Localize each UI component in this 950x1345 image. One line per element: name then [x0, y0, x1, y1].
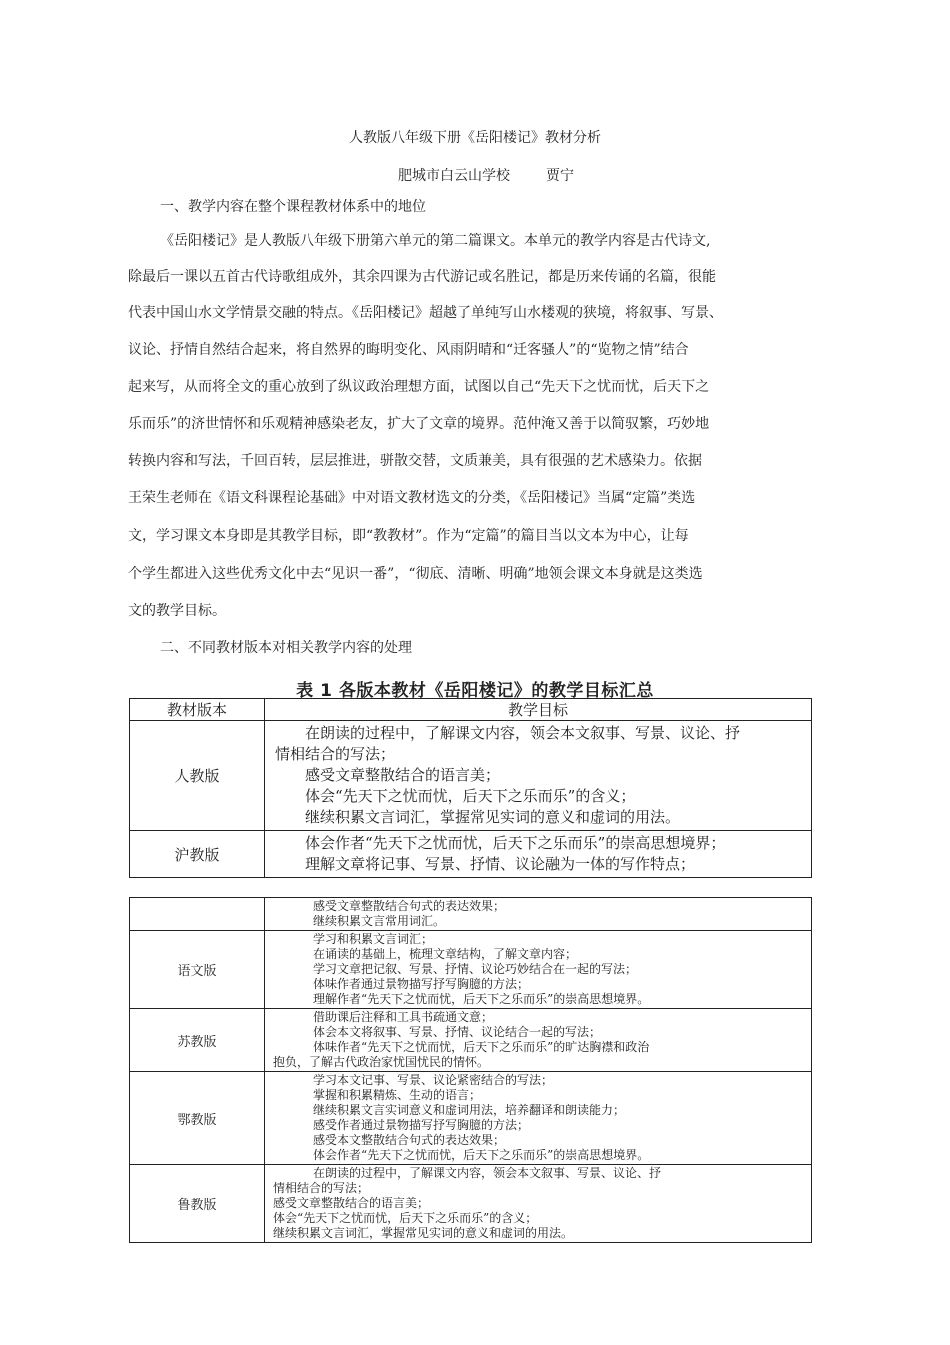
paragraph-line: 《岳阳楼记》是人教版八年级下册第六单元的第二篇课文。本单元的教学内容是古代诗文, [160, 233, 711, 249]
goal-line: 在诵读的基础上，梳理文章结构，了解文章内容； [313, 947, 578, 961]
goal-line: 感受作者通过景物描写抒写胸臆的方法； [313, 1118, 530, 1132]
table-row [130, 898, 812, 931]
goals-cell [265, 1009, 812, 1072]
table-header-row [130, 699, 812, 721]
goal-line: 抱负，了解古代政治家忧国忧民的情怀。 [273, 1055, 490, 1069]
goal-line: 掌握和积累精炼、生动的语言； [313, 1088, 482, 1102]
goal-line: 学习文章把记叙、写景、抒情、议论巧妙结合在一起的写法； [313, 962, 638, 976]
goals-table-continued [129, 897, 812, 1243]
version-cell: 沪教版 [130, 831, 265, 878]
goal-line: 体味作者“先天下之忧而忧，后天下之乐而乐”的旷达胸襟和政治 [313, 1040, 650, 1054]
goals-cell [265, 931, 812, 1009]
document-title: 人教版八年级下册《岳阳楼记》教材分析 [349, 130, 601, 146]
paragraph-line: 王荣生老师在《语文科课程论基础》中对语文教材选文的分类，《岳阳楼记》当属“定篇”类选 [128, 490, 696, 506]
goal-line: 体会“先天下之忧而忧，后天下之乐而乐”的含义； [273, 1211, 538, 1225]
table-caption: 表 1 各版本教材《岳阳楼记》的教学目标汇总 [296, 681, 654, 701]
goals-cell [265, 1072, 812, 1165]
paragraph-line: 个学生都进入这些优秀文化中去“见识一番”，“彻底、清晰、明确”地领会课文本身就是这类选 [128, 566, 703, 582]
goal-line: 体会“先天下之忧而忧，后天下之乐而乐”的含义； [305, 787, 636, 805]
table-row [130, 831, 812, 878]
paragraph-line: 起来写，从而将全文的重心放到了纵议政治理想方面，试图以自己“先天下之忧而忧，后天下之 [128, 379, 710, 395]
version-cell: 苏教版 [130, 1009, 265, 1072]
paragraph-line: 代表中国山水文学情景交融的特点。《岳阳楼记》超越了单纯写山水楼观的狭境，将叙事、写景、 [128, 305, 723, 321]
goal-line: 理解作者“先天下之忧而忧，后天下之乐而乐”的崇高思想境界。 [313, 992, 650, 1006]
goal-line: 体会本文将叙事、写景、抒情、议论结合一起的写法； [313, 1025, 602, 1039]
goal-line: 学习本文记事、写景、议论紧密结合的写法； [313, 1073, 554, 1087]
goal-line: 继续积累文言常用词汇。 [313, 914, 446, 928]
goal-line: 感受文章整散结合句式的表达效果； [313, 899, 506, 913]
header-version: 教材版本 [130, 699, 265, 721]
table-row [130, 721, 812, 831]
table-row [130, 931, 812, 1009]
goal-line: 继续积累文言实词意义和虚词用法，培养翻译和朗读能力； [313, 1103, 626, 1117]
paragraph-line: 议论、抒情自然结合起来，将自然界的晦明变化、风雨阴晴和“迁客骚人”的“览物之情”结合 [128, 342, 689, 358]
paragraph-line: 转换内容和写法，千回百转，层层推进，骈散交替，文质兼美，具有很强的艺术感染力。依据 [128, 453, 702, 469]
author-school: 肥城市白云山学校 [398, 168, 510, 184]
goal-line: 理解文章将记事、写景、抒情、议论融为一体的写作特点； [305, 855, 696, 873]
header-goals: 教学目标 [265, 699, 812, 721]
goal-line: 体会作者“先天下之忧而忧，后天下之乐而乐”的崇高思想境界。 [313, 1148, 650, 1162]
goal-line: 感受文章整散结合的语言美； [305, 766, 501, 784]
goal-line: 学习和积累文言词汇； [313, 932, 434, 946]
goal-line: 感受文章整散结合的语言美； [273, 1196, 430, 1210]
paragraph-line: 乐而乐”的济世情怀和乐观精神感染老友，扩大了文章的境界。范仲淹又善于以简驭繁，巧妙地 [128, 416, 710, 432]
goal-line: 情相结合的写法； [273, 1181, 370, 1195]
goals-cell [265, 831, 812, 878]
goal-line: 借助课后注释和工具书疏通文意； [313, 1010, 494, 1024]
version-cell: 语文版 [130, 931, 265, 1009]
version-cell: 鲁教版 [130, 1165, 265, 1243]
goals-table [129, 698, 812, 878]
paragraph-line: 文，学习课文本身即是其教学目标，即“教教材”。作为“定篇”的篇目当以文本为中心，让每 [128, 528, 689, 544]
version-cell: 鄂教版 [130, 1072, 265, 1165]
goal-line: 体会作者“先天下之忧而忧，后天下之乐而乐”的崇高思想境界； [305, 834, 726, 852]
goal-line: 感受本文整散结合句式的表达效果； [313, 1133, 506, 1147]
goals-cell [265, 898, 812, 931]
goal-line: 继续积累文言词汇，掌握常见实词的意义和虚词的用法。 [305, 808, 681, 826]
goal-line: 情相结合的写法； [275, 745, 396, 763]
paragraph-line: 除最后一课以五首古代诗歌组成外，其余四课为古代游记或名胜记，都是历来传诵的名篇，很能 [128, 269, 716, 285]
goals-cell [265, 721, 812, 831]
goal-line: 继续积累文言词汇，掌握常见实词的意义和虚词的用法。 [273, 1226, 574, 1240]
version-cell: 人教版 [130, 721, 265, 831]
section-1-heading: 一、教学内容在整个课程教材体系中的地位 [160, 199, 426, 215]
paragraph-line: 文的教学目标。 [128, 603, 226, 619]
section-2-heading: 二、不同教材版本对相关教学内容的处理 [160, 640, 412, 656]
author-name: 贾宁 [546, 168, 574, 184]
goal-line: 在朗读的过程中，了解课文内容，领会本文叙事、写景、议论、抒 [313, 1166, 662, 1180]
table-row [130, 1165, 812, 1243]
goals-cell [265, 1165, 812, 1243]
version-cell [130, 898, 265, 931]
goal-line: 体味作者通过景物描写抒写胸臆的方法； [313, 977, 530, 991]
goal-line: 在朗读的过程中，了解课文内容，领会本文叙事、写景、议论、抒 [305, 724, 741, 742]
table-row [130, 1072, 812, 1165]
table-row [130, 1009, 812, 1072]
author-line [398, 165, 574, 185]
